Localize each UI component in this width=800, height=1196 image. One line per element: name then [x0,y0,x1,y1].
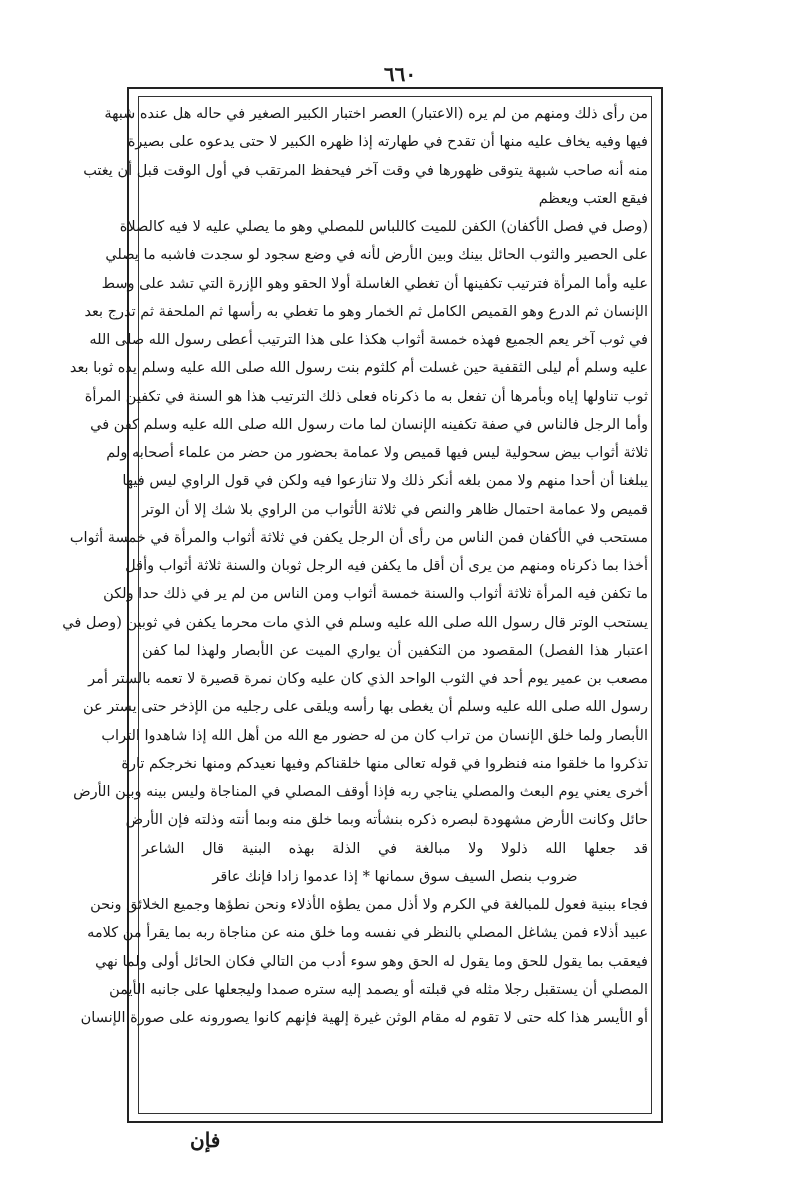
text-line: وأما الرجل فالناس في صفة تكفينه الإنسان لما مات رسول الله صلى الله عليه وسلم كفن في [90,416,648,433]
text-line: منه أنه صاحب شبهة يتوقى ظهورها في وقت آخر فيحفظ المرتقب في أول الوقت قبل أن يغتب [83,162,648,179]
text-line: مصعب بن عمير يوم أحد في الثوب الواحد الذي كان عليه وكان نمرة قصيرة لا تعمه بالستر أمر [88,671,648,687]
catchword: فإن [190,1128,221,1152]
body-text [62,100,648,1032]
text-line: ما تكفن فيه المرأة ثلاثة أثواب والسنة خمسة أثواب ومن الناس من لم ير في ذلك حدا ولكن [103,586,648,603]
text-line: فيعقب بما يقول للحق وما يقول له الحق وهو سوء أدب من التالي فكان الحائل أولى ولما نهي [95,953,648,970]
text-line: على الحصير والثوب الحائل بينك وبين الأرض لأنه في وضع سجود لو سجدت فاشبه ما يصلي [105,247,648,264]
text-line: فيها وفيه يخاف عليه منها أن تقدح في طهارته إذا ظهره الكبير لا حتى يدعوه على بصيرة [127,134,648,151]
poetry-verse: ضروب بنصل السيف سوق سمانها * إذا عدموا زادا فإنك عاقر [212,868,578,885]
text-line: عليه وسلم أم ليلى الثقفية حين غسلت أم كلثوم بنت رسول الله صلى الله عليه وسلم يده ثوبا بعد [69,360,648,377]
text-line: تذكروا ما خلقوا منه فنظروا في قوله تعالى منها خلقناكم وفيها نعيدكم ومنها نخرجكم تارة [121,755,648,772]
text-line: عبيد أذلاء فمن يشاغل المصلي بالنظر في نفسه وما خلق منه عن مناجاة ربه بما يقرأ من كلامه [87,925,648,942]
text-line: الأبصار ولما خلق الإنسان من تراب كان من له حضور مع الله من أهل الله إذا شاهدوا التراب [101,727,648,744]
text-line: فجاء ببنية فعول للمبالغة في الكرم ولا أذل ممن يطؤه الأذلاء ونحن نطؤها وجميع الخلائق ونحن [90,897,648,913]
text-line: ثلاثة أثواب بيض سحولية ليس فيها قميص ولا عمامة بحضور من حضر من علماء أصحابه ولم [106,445,648,461]
text-line: يبلغنا أن أحدا منهم ولا ممن بلغه أنكر ذلك ولا تنازعوا فيه ولكن في قول الراوي ليس فيها [122,473,648,490]
section-heading-line: (وصل في فصل الأكفان) الكفن للميت كاللباس للمصلي وهو ما يصلي عليه لا فيه كالصلاة [119,219,648,235]
text-line: أخرى يعني يوم البعث والمصلي يناجي ربه فإذا أوقف المصلي في المناجاة وليس بينه وبين الأرض [73,784,648,800]
text-line: أخذا بما ذكرناه ومنهم من يرى أن أقل ما يكفن فيه الرجل ثوبان والسنة ثلاثة أثواب وأقل [125,558,648,574]
page-number: ٦٦٠ [383,62,417,86]
text-line: ثوب تناولها إياه وبأمرها أن تفعل به ما ذكرناه فعلى ذلك الترتيب هذا هو السنة في تكفين المرأة [84,388,648,405]
text-line: مستحب في الأكفان فمن الناس من رأى أن الرجل يكفن في ثلاثة أثواب والمرأة في خمسة أثواب [69,529,648,546]
text-line: حائل وكانت الأرض مشهودة لبصره ذكره بنشأته وبما خلق منه وبما أنته وذلته فإن الأرض [125,812,648,829]
text-line: في ثوب آخر يعم الجميع فهذه خمسة أثواب هكذا على هذا الترتيب أعطى رسول الله صلى الله [89,332,648,348]
text-line: قد جعلها الله ذلولا ولا مبالغة في الذلة بهذه البنية قال الشاعر [142,840,648,857]
text-line: عليه وأما المرأة فترتيب تكفينها أن تغطي الغاسلة أولا الحقو وهو الإزرة التي تشد على وسط [101,275,648,292]
text-line: فيقع العتب ويعظم [538,190,648,207]
section-heading-line: يستحب الوتر قال رسول الله صلى الله عليه وسلم في الذي مات محرما يكفن في ثوبين (وصل في [62,614,648,631]
text-line: اعتبار هذا الفصل) المقصود من التكفين أن يواري الميت عن الأبصار ولهذا لما كفن [142,642,648,659]
text-line: أو الأيسر هذا كله حتى لا تقوم له مقام الوثن غيرة إلهية فإنهم كانوا يصورونه على صورة الإنسان [80,1010,648,1026]
text-line: قميص ولا عمامة احتمال ظاهر والنص في ثلاثة الأثواب من الراوي بلا شك إلا أن الوتر [142,501,648,518]
text-line: المصلي أن يستقبل رجلا مثله في قبلته أو يصمد إليه ستره صمدا وليجعلها على جانبه الأيمن [109,981,648,998]
text-line: من رأى ذلك ومنهم من لم يره (الاعتبار) العصر اختبار الكبير الصغير في حاله هل عنده شبهة [104,106,648,122]
text-line: الإنسان ثم الدرع وهو القميص الكامل ثم الخمار وهو ما تغطي به رأسها ثم الملحفة ثم تدرج بعد [84,303,648,320]
text-line: رسول الله صلى الله عليه وسلم أن يغطى بها رأسه ويلقى على رجليه من الإذخر حتى يستر عن [82,699,648,716]
